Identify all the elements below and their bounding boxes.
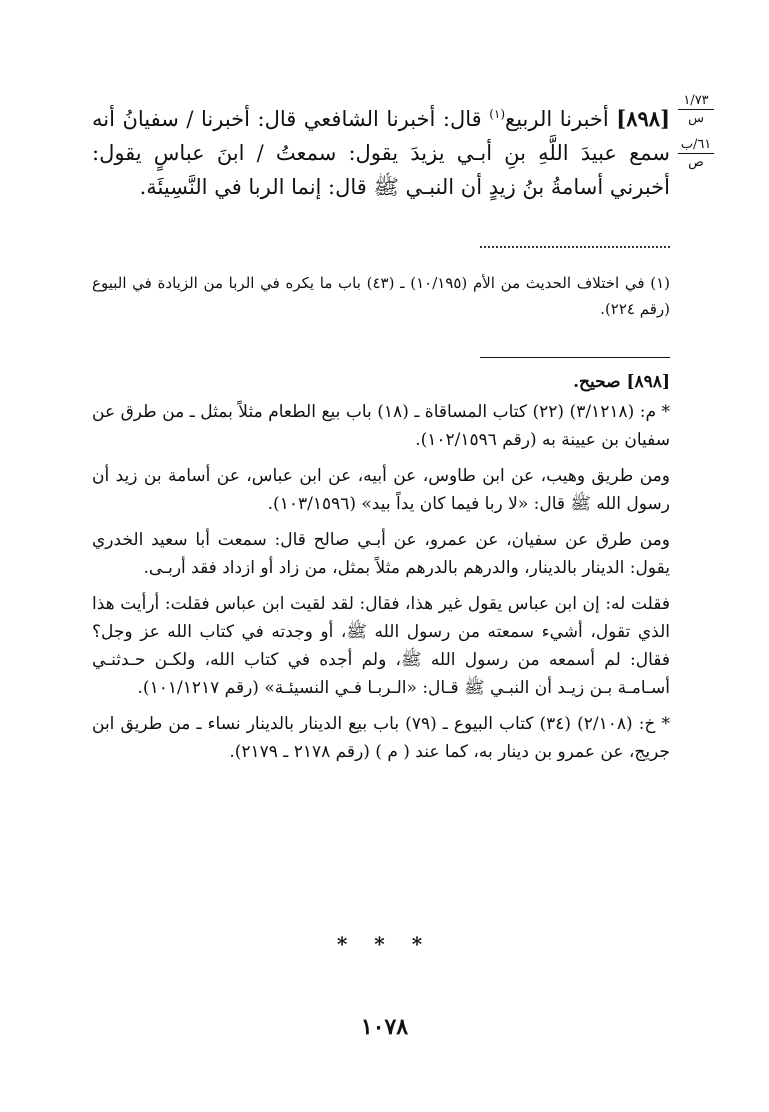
notes-paragraph: ومن طرق عن سفيان، عن عمرو، عن أبـي صالح قال: سمعت أبا سعيد الخدري يقول: الدينار بالدينار، والدرهم بالدرهم مثلاً بمثل، من زاد أو ازداد فقد أربـى. [92, 530, 670, 578]
notes-separator-rule [480, 357, 670, 358]
margin-ref-1-num: ١/٧٣ [683, 93, 709, 108]
margin-ref-2-den: ص [688, 155, 704, 170]
margin-ref-2 [674, 138, 718, 169]
hadith-text [92, 97, 670, 204]
hadith-text-part-a: أخبرنا الربيع [505, 107, 609, 131]
notes-paragraph: ومن طريق وهيب، عن ابن طاوس، عن أبيه، عن ابن عباس، عن أسامة بن زيد أن رسول الله ﷺ قال: «لا ربا فيما كان يداً بيد» (١٠٣/١٥٩٦). [92, 466, 670, 514]
footnote-1: (١) في اختلاف الحديث من الأم (١٠/١٩٥) ـ (٤٣) باب ما يكره في الربا من الزيادة في البيوع (رقم ٢٢٤). [92, 274, 670, 318]
footnote-marker: (١) [489, 107, 506, 121]
takhrij-notes [92, 368, 670, 774]
hadith-number: [٨٩٨] [616, 106, 670, 131]
notes-paragraph: فقلت له: إن ابن عباس يقول غير هذا، فقال: لقد لقيت ابن عباس فقلت: أرأيت هذا الذي تقول، أشيء سمعته من رسول الله ﷺ، أو وجدته في كتاب الله عز وجل؟ فقال: لم أسمعه من رسول الله ﷺ، ولم أجده في كتاب الله، ولكـن حـدثنـي أسـامـة بـن زيـد أن النبـي ﷺ قـال: «الـربـا فـي النسيئـة» (رقم ١٠١/١٢١٧). [92, 594, 670, 698]
notes-heading: [٨٩٨] صحيح. [573, 372, 670, 392]
margin-ref-1-den: س [688, 111, 704, 126]
footnote-separator [480, 246, 670, 250]
section-ornament: * * * [336, 932, 433, 956]
notes-paragraph: * خ: (٢/١٠٨) (٣٤) كتاب البيوع ـ (٧٩) باب بيع الدينار بالدينار نساء ـ من طريق ابن جريج، عن عمرو بن دينار به، كما عند ( م ) (رقم ٢١٧٨ ـ ٢١٧٩). [92, 714, 670, 762]
page-number: ١٠٧٨ [360, 1014, 409, 1040]
hadith-text-part-b: قال: أخبرنا الشافعي قال: أخبرنا / سفيانُ أنه سمع عبيدَ اللَّهِ بنِ أبـي يزيدَ يقول: سمعتُ / ابنَ عباسٍ يقول: أخبرني أسامةُ بنُ زيدٍ أن النبـي ﷺ قال: إنما الربا في النَّسِيئَة. [92, 107, 670, 199]
margin-ref-1 [674, 94, 718, 125]
notes-paragraph: * م: (٣/١٢١٨) (٢٢) كتاب المساقاة ـ (١٨) باب بيع الطعام مثلاً بمثل ـ من طرق عن سفيان بن عيينة به (رقم ١٠٢/١٥٩٦). [92, 402, 670, 450]
margin-ref-2-num: ٦١/ب [680, 137, 712, 152]
